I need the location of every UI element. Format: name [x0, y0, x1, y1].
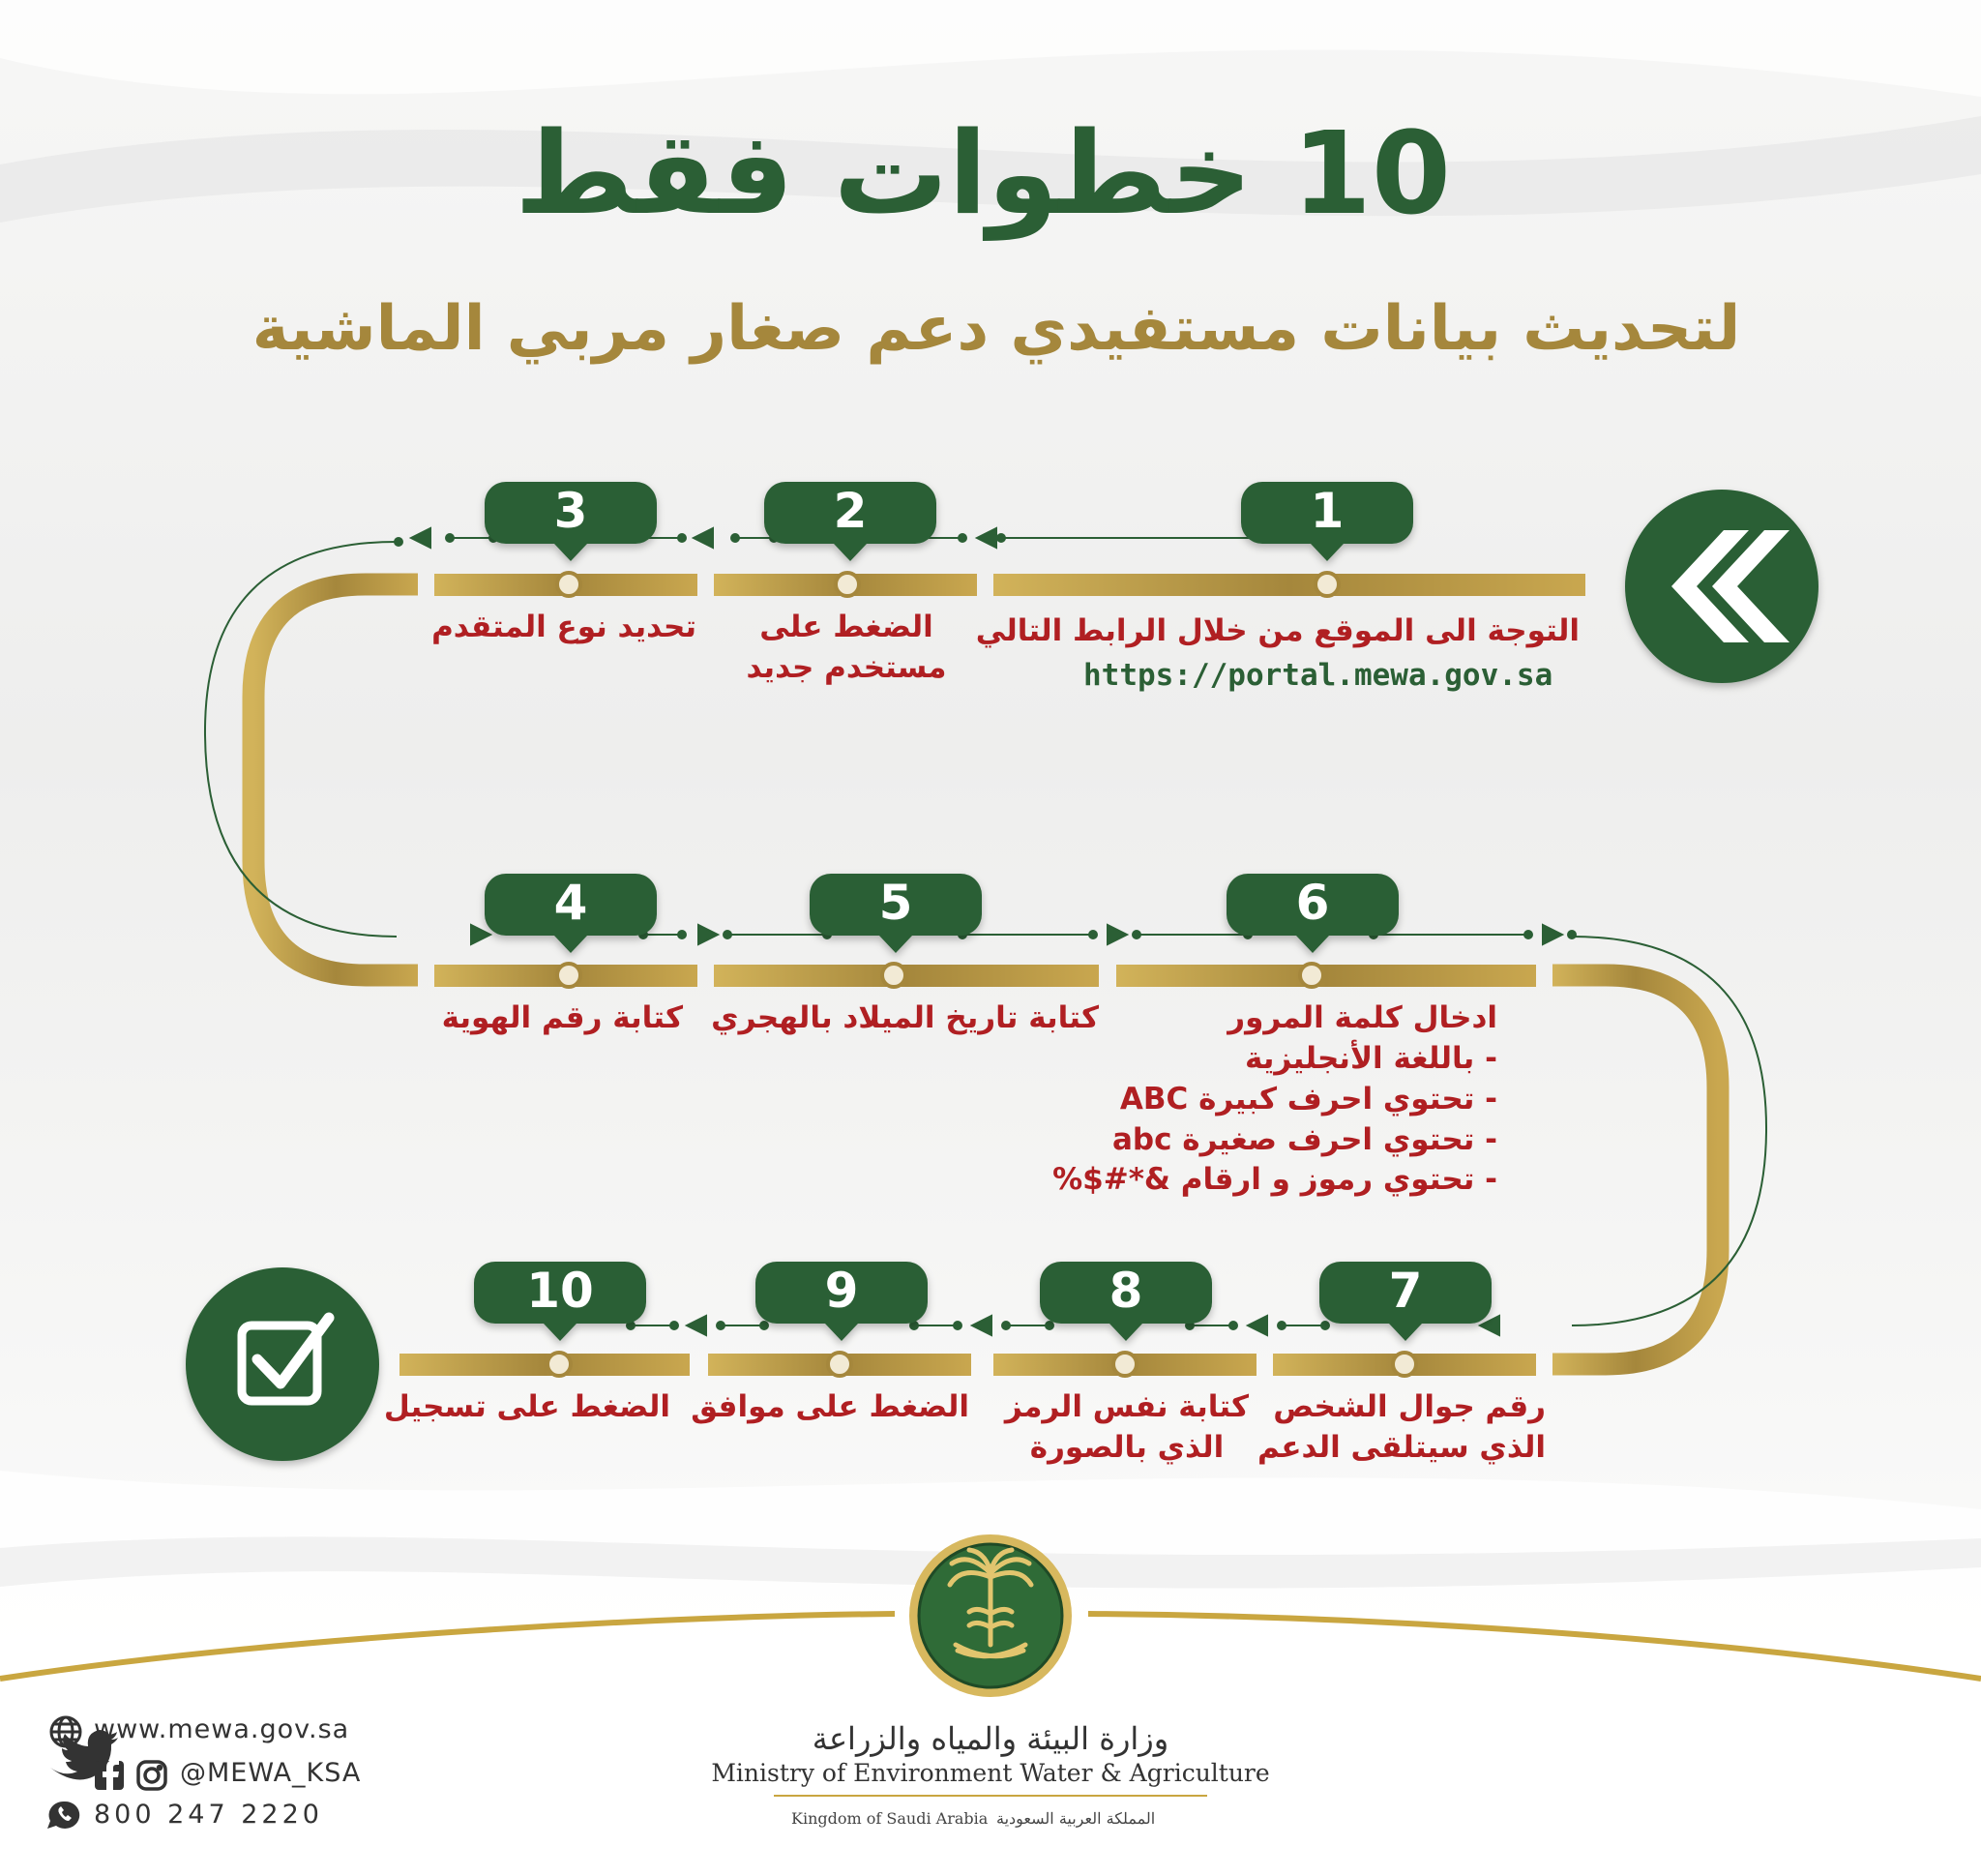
- step-5-line-1: كتابة تاريخ الميلاد بالهجري: [711, 1000, 1099, 1035]
- step-5-text: [711, 998, 1099, 1039]
- step-2-text: [716, 608, 977, 689]
- step-8-line-1: كتابة نفس الرمز: [1004, 1389, 1250, 1424]
- page-subtitle: لتحديث بيانات مستفيدي دعم صغار مربي الماشية: [251, 293, 1741, 365]
- badge-number-7: 7: [1388, 1263, 1423, 1319]
- step-4-text: [442, 998, 683, 1039]
- step-10-text: [384, 1387, 670, 1428]
- facebook-icon: [95, 1760, 124, 1790]
- double-chevron-left-icon: [1625, 490, 1818, 683]
- kingdom-name-en: Kingdom of Saudi Arabia: [791, 1809, 989, 1828]
- step-7-line-1: رقم جوال الشخص: [1273, 1389, 1546, 1424]
- step-6-text: [1052, 998, 1497, 1201]
- badge-number-8: 8: [1109, 1263, 1143, 1319]
- step-4-line-1: كتابة رقم الهوية: [441, 1000, 683, 1035]
- page-title: 10 خطوات فقط: [515, 106, 1451, 240]
- bar-step-10: [399, 1354, 690, 1376]
- step-1-line-1: التوجة الى الموقع من خلال الرابط التالي: [975, 613, 1580, 648]
- badge-number-5: 5: [878, 875, 913, 931]
- badge-number-4: 4: [553, 875, 588, 931]
- footer-social-handle[interactable]: @MEWA_KSA: [180, 1758, 362, 1788]
- badge-number-3: 3: [553, 483, 588, 539]
- footer-phone: 800 247 2220: [94, 1800, 323, 1830]
- badge-number-9: 9: [824, 1263, 859, 1319]
- step-9-text: [691, 1387, 969, 1428]
- step-7-line-2: الذي سيتلقى الدعم: [1257, 1429, 1546, 1465]
- step-10-line-1: الضغط على تسجيل: [383, 1389, 670, 1424]
- ministry-name-ar: وزارة البيئة والمياه والزراعة: [812, 1720, 1169, 1757]
- step-8-text: [996, 1387, 1257, 1469]
- step-3-text: [431, 608, 696, 648]
- step-6-line-2: - باللغة الأنجليزية: [1244, 1040, 1497, 1076]
- palm-and-swords-emblem-icon: [909, 1534, 1072, 1697]
- step-6-line-5: - تحتوي رموز و ارقام &*#$%: [1052, 1162, 1497, 1198]
- step-1-url: https://portal.mewa.gov.sa: [1083, 658, 1553, 693]
- step-2-line-1: الضغط على: [759, 610, 933, 644]
- kingdom-name-ar: المملكة العربية السعودية: [996, 1809, 1156, 1828]
- step-9-line-1: الضغط على موافق: [691, 1389, 969, 1424]
- badge-number-1: 1: [1310, 483, 1345, 539]
- step-8-line-2: الذي بالصورة: [1029, 1429, 1225, 1465]
- step-6-line-1: ادخال كلمة المرور: [1227, 1000, 1497, 1035]
- step-7-text: [1257, 1387, 1546, 1469]
- checkbox-check-icon: [186, 1267, 379, 1461]
- ministry-name-en: Ministry of Environment Water & Agriculture: [711, 1759, 1270, 1787]
- badge-number-10: 10: [526, 1263, 594, 1319]
- step-3-line-1: تحديد نوع المتقدم: [431, 610, 696, 644]
- step-2-line-2: مستخدم جديد: [746, 649, 947, 685]
- step-6-line-4: - تحتوي احرف صغيرة abc: [1112, 1121, 1497, 1157]
- path-track: [253, 574, 1718, 1376]
- bar-step-1: [993, 574, 1585, 596]
- bar-step-6: [1116, 965, 1536, 987]
- badge-number-2: 2: [833, 483, 868, 539]
- badge-number-6: 6: [1295, 875, 1330, 931]
- step-6-line-3: - تحتوي احرف كبيرة ABC: [1119, 1081, 1497, 1117]
- step-1-text: [976, 611, 1580, 652]
- footer-website[interactable]: www.mewa.gov.sa: [94, 1714, 350, 1744]
